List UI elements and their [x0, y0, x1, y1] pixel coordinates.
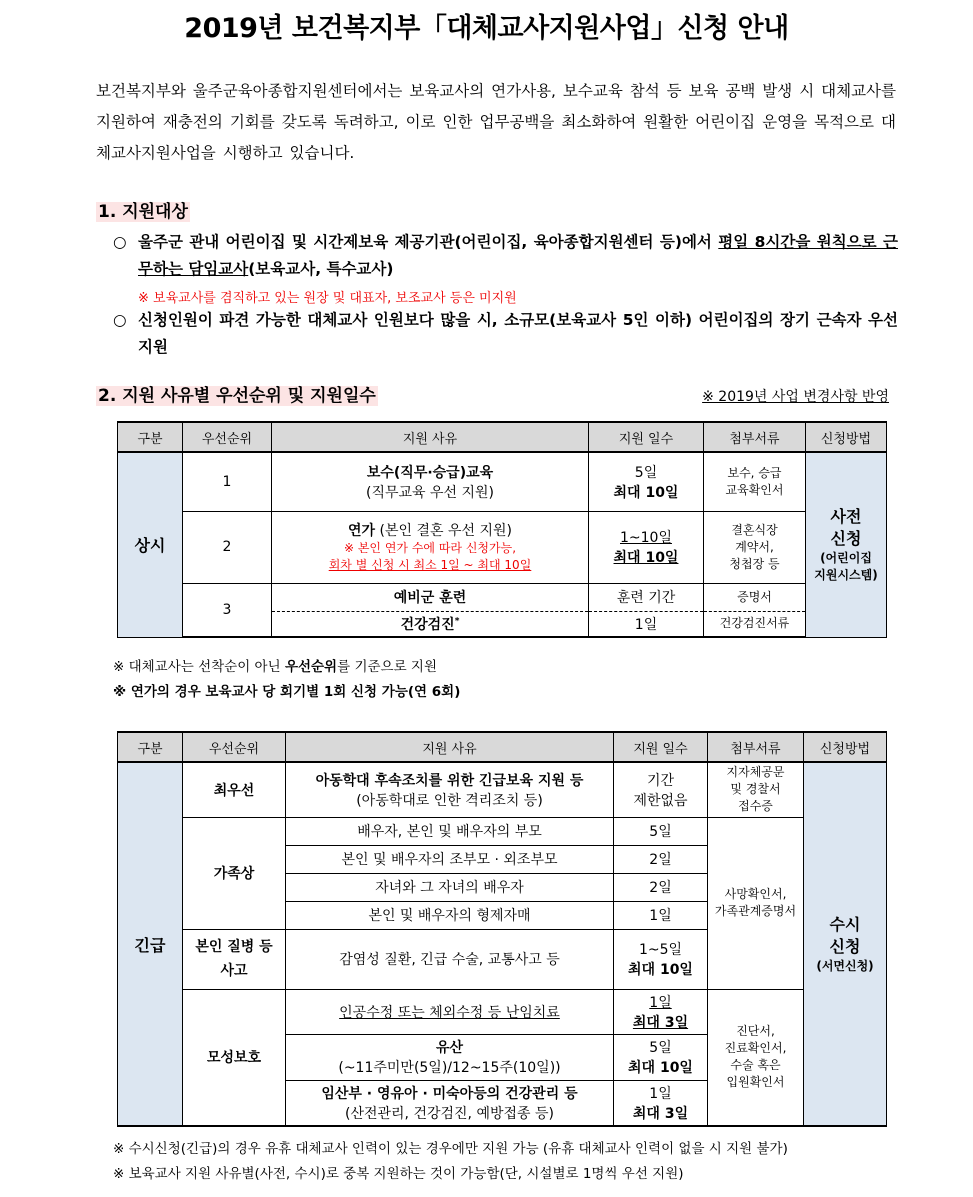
footnote-urgent: ※ 수시신청(긴급)의 경우 유휴 대체교사 인력이 있는 경우에만 지원 가능 (유휴 대체교사 인력이 없을 시 지원 불가)	[113, 1141, 788, 1157]
intro-paragraph: 보건복지부와 울주군육아종합지원센터에서는 보육교사의 연가사용, 보수교육 참석 등 보육 공백 발생 시 대체교사를 지원하여 재충전의 기회를 갖도록 독려하고, 이로 인한 업무공백을 최소화하여 원활한 어린이집 운영을 목적으로 대체교사지원사업을 시행하고 있습니다.	[96, 82, 896, 162]
header-docs: 첨부서류	[704, 422, 806, 452]
footnote-priority: ※ 대체교사는 선착순이 아닌 우선순위를 기준으로 지원	[113, 659, 437, 675]
urgent-support-table: 구분 우선순위 지원 사유 지원 일수 첨부서류 신청방법 긴급 최우선 아동학대 후속조치를 위한 긴급보육 지원 등 (아동학대로 인한 격리조치 등) 기간 제한없음 지자체공문 및 경찰서 접수증 수시 신청 (서면신청) 가족상 배우자, 본인 및 배우자의 부모 5일 사망확인서, 가족관계증명서 본인 및 배우자의 조부모 · 외조부모 2일 자녀와 그 자녀의 배우자 2일 본인 및 배우자의 형제자매 1일 본인 질병 등 사고 감염성 질환, 긴급 수술, 교통사고 등 1~5일 최대 10일 모성보호 인공수정 또는 체외수정 등 난임치료 1일 최대 3일 진단서, 진료확인서, 수술 혹은 입원확인서 유산 (~11주미만(5일)/12~15주(10일)) 5일 최대 10일 임산부 · 영유아 · 미숙아등의 건강관리 등 (산전관리, 건강검진, 예방접종 등) 1일 최대 3일	[117, 731, 887, 1127]
page-title: 2019년 보건복지부「대체교사지원사업」신청 안내	[184, 13, 789, 44]
change-note: ※ 2019년 사업 변경사항 반영	[702, 389, 889, 405]
rank-cell: 1	[183, 452, 272, 511]
section2-heading: 2. 지원 사유별 우선순위 및 지원일수	[98, 386, 376, 406]
header-method: 신청방법	[806, 422, 887, 452]
section1-heading: 1. 지원대상	[98, 202, 188, 222]
bullet-priority-small: ○ 신청인원이 파견 가능한 대체교사 인원보다 많을 시, 소규모(보육교사 5인 이하) 어린이집의 장기 근속자 우선 지원	[113, 311, 898, 356]
method-anytime: 수시 신청 (서면신청)	[804, 762, 887, 1126]
header-reason: 지원 사유	[272, 422, 589, 452]
header-days: 지원 일수	[589, 422, 704, 452]
regular-support-table: 구분 우선순위 지원 사유 지원 일수 첨부서류 신청방법 상시 1 보수(직무·승급)교육 (직무교육 우선 지원) 5일 최대 10일 보수, 승급 교육확인서 사전 신청 (어린이집 지원시스템) 2 연가 (본인 결혼 우선 지원) ※ 본인 연가 수에 따라 신청가능, 회차 별 신청 시 최소 1일 ~ 최대 10일 1~10일 최대 10일 결혼식장 계약서, 청첩장 등 3 예비군 훈련 훈련 기간 증명서 건강검진* 1일 건강검진서류	[117, 421, 887, 638]
footnote-leave: ※ 연가의 경우 보육교사 당 회기별 1회 신청 가능(연 6회)	[113, 684, 461, 700]
bullet-target-teachers: ○ 울주군 관내 어린이집 및 시간제보육 제공기관(어린이집, 육아종합지원센터 등)에서 평일 8시간을 원칙으로 근무하는 담임교사(보육교사, 특수교사)	[113, 233, 898, 278]
category-regular: 상시	[118, 452, 183, 637]
header-rank: 우선순위	[183, 422, 272, 452]
header-category: 구분	[118, 422, 183, 452]
method-advance: 사전 신청 (어린이집 지원시스템)	[806, 452, 887, 637]
footnote-duplicate: ※ 보육교사 지원 사유별(사전, 수시)로 중복 지원하는 것이 가능함(단, 시설별로 1명씩 우선 지원)	[113, 1166, 684, 1182]
category-urgent: 긴급	[118, 762, 183, 1126]
exclusion-note: ※ 보육교사를 겸직하고 있는 원장 및 대표자, 보조교사 등은 미지원	[138, 291, 517, 306]
